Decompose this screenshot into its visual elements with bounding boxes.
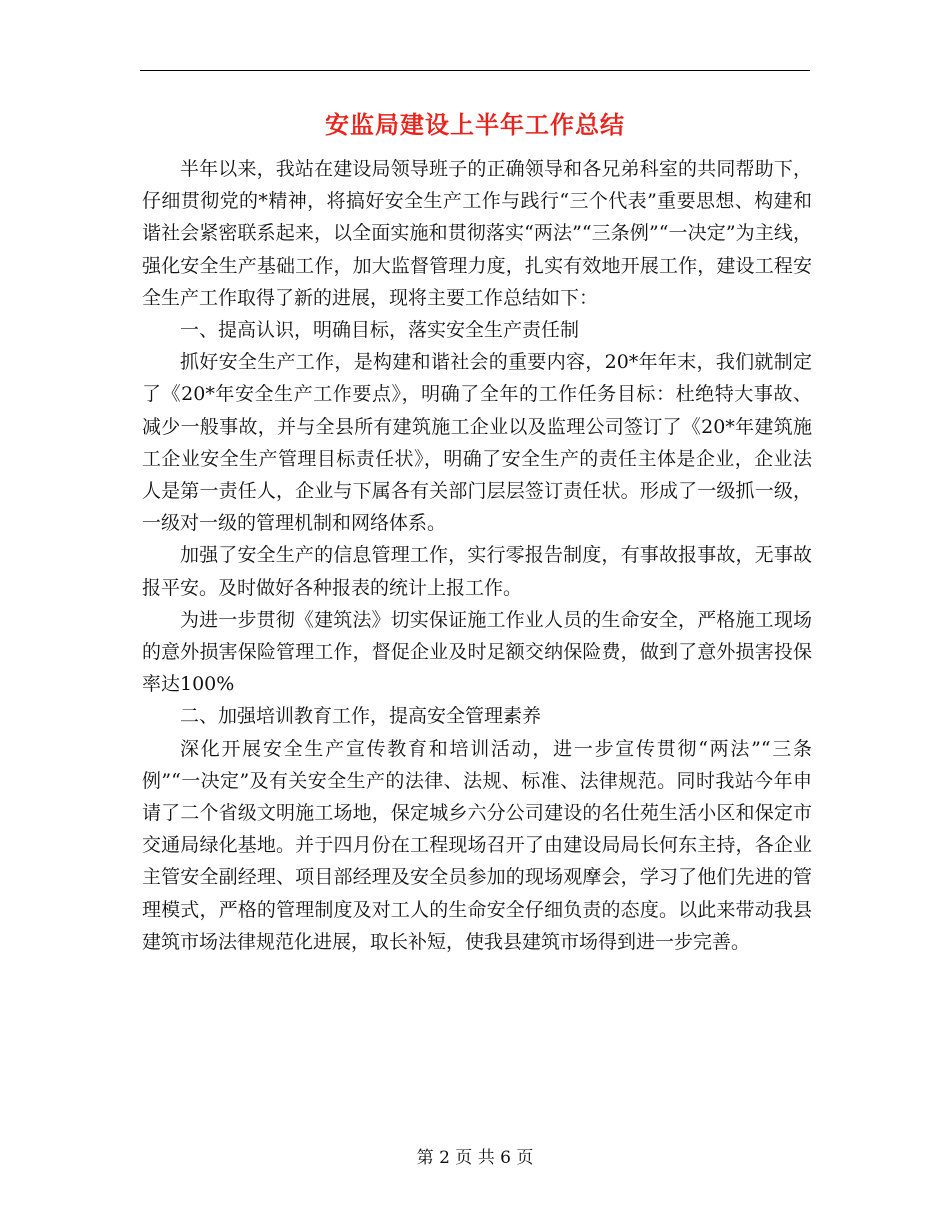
- document-body: [142, 153, 812, 958]
- paragraph-insurance: 为进一步贯彻《建筑法》切实保证施工作业人员的生命安全，严格施工现场的意外损害保险管理工作，督促企业及时足额交纳保险费，做到了意外损害投保率达100%: [142, 608, 812, 696]
- paragraph-info-management: 加强了安全生产的信息管理工作，实行零报告制度，有事故报事故，无事故报平安。及时做好各种报表的统计上报工作。: [142, 544, 812, 599]
- paragraph-intro: 半年以来，我站在建设局领导班子的正确领导和各兄弟科室的共同帮助下，仔细贯彻党的*精神，将搞好安全生产工作与践行“三个代表”重要思想、构建和谐社会紧密联系起来，以全面实施和贯彻落实“两法”“三条例”“一决定”为主线，强化安全生产基础工作，加大监督管理力度，扎实有效地开展工作，建设工程安全生产工作取得了新的进展，现将主要工作总结如下：: [142, 158, 812, 309]
- header-rule: [140, 70, 810, 71]
- document-title: 安监局建设上半年工作总结: [325, 110, 625, 139]
- section-heading-1: 一、提高认识，明确目标，落实安全生产责任制: [180, 319, 580, 342]
- paragraph-training: 深化开展安全生产宣传教育和培训活动，进一步宣传贯彻“两法”“三条例”“一决定”及有关安全生产的法律、法规、标准、法律规范。同时我站今年申请了二个省级文明施工场地，保定城乡六分公司建设的名仕苑生活小区和保定市交通局绿化基地。并于四月份在工程现场召开了由建设局局长何东主持，各企业主管安全副经理、项目部经理及安全员参加的现场观摩会，学习了他们先进的管理模式，严格的管理制度及对工人的生命安全仔细负责的态度。以此来带动我县建筑市场法律规范化进展，取长补短，使我县建筑市场得到进一步完善。: [142, 737, 812, 953]
- page-number: 第 2 页 共 6 页: [416, 1148, 534, 1168]
- section-heading-2: 二、加强培训教育工作，提高安全管理素养: [180, 705, 542, 728]
- paragraph-responsibility: 抓好安全生产工作，是构建和谐社会的重要内容，20*年年末，我们就制定了《20*年安全生产工作要点》，明确了全年的工作任务目标：杜绝特大事故、减少一般事故，并与全县所有建筑施工企业以及监理公司签订了《20*年建筑施工企业安全生产管理目标责任状》，明确了安全生产的责任主体是企业，企业法人是第一责任人，企业与下属各有关部门层层签订责任状。形成了一级抓一级，一级对一级的管理机制和网络体系。: [142, 351, 812, 535]
